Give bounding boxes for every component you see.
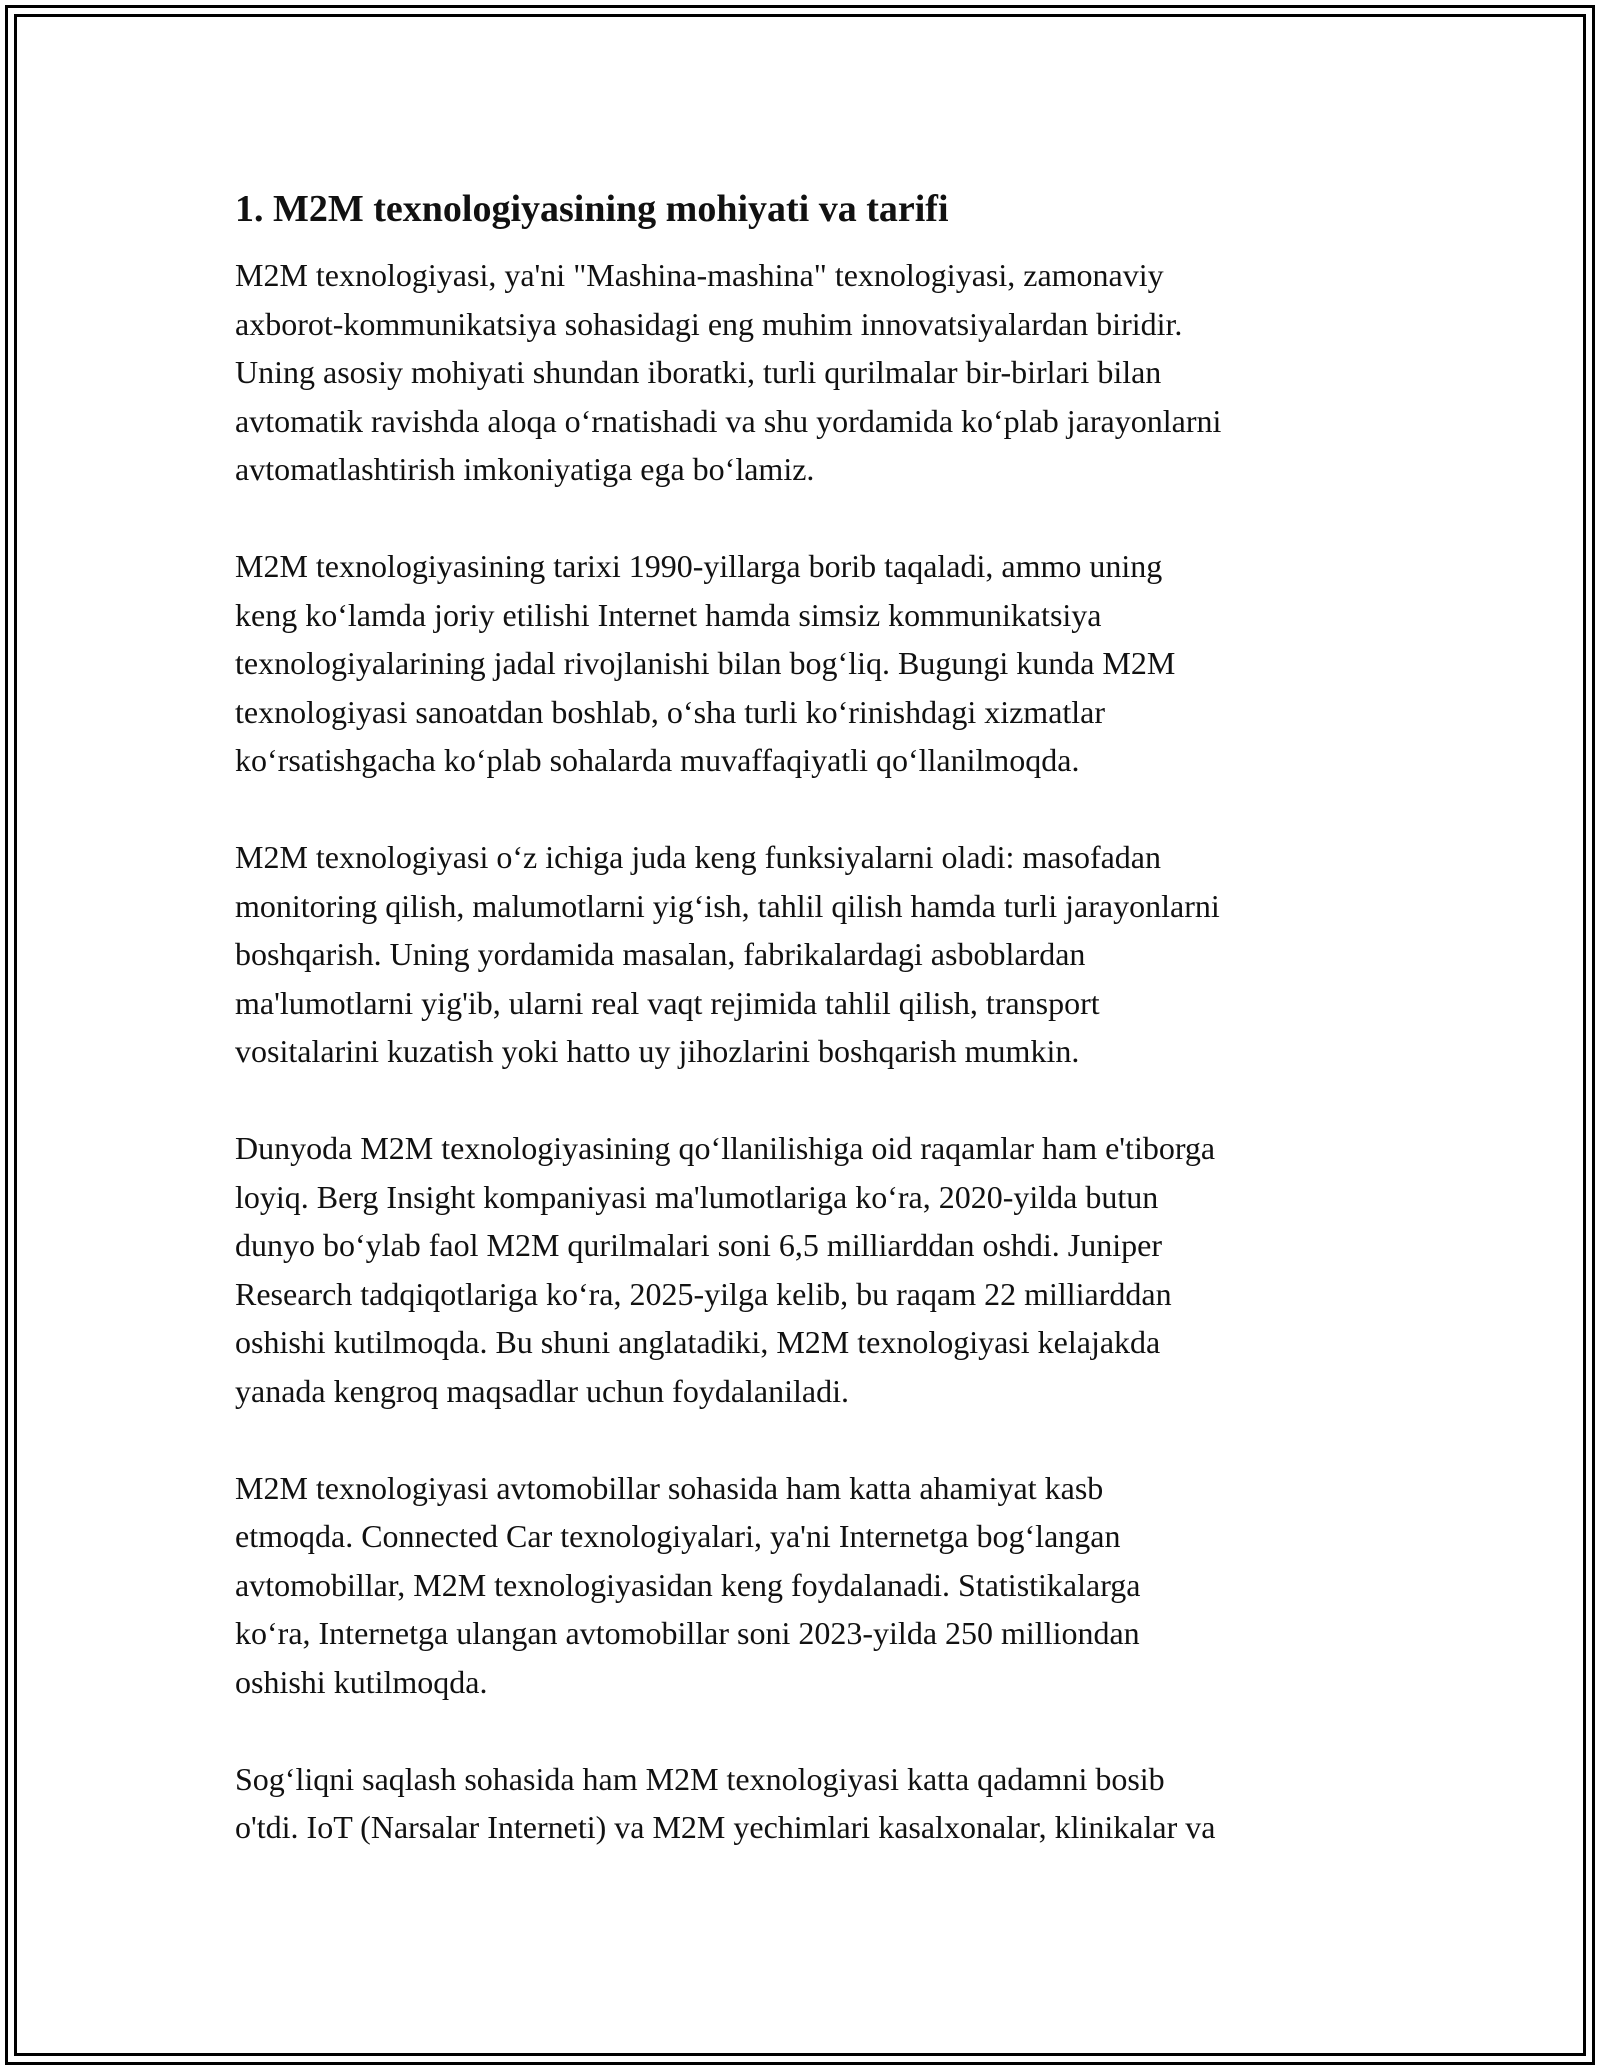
text-line: o'tdi. IoT (Narsalar Interneti) va M2M yechimlari kasalxonalar, klinikalar va xyxy=(235,1809,1216,1845)
text-line: M2M texnologiyasining tarixi 1990-yillarga borib taqaladi, ammo uning xyxy=(235,548,1163,584)
text-line: Uning asosiy mohiyati shundan iboratki, turli qurilmalar bir-birlari bilan xyxy=(235,354,1162,390)
text-line: yanada kengroq maqsadlar uchun foydalaniladi. xyxy=(235,1372,849,1409)
text-line: ko‘rsatishgacha ko‘plab sohalarda muvaffaqiyatli qo‘llanilmoqda. xyxy=(235,742,1080,778)
paragraph-3 xyxy=(235,833,1385,1076)
text-line: avtomatik ravishda aloqa o‘rnatishadi va shu yordamida ko‘plab jarayonlarni xyxy=(235,402,1222,439)
text-line: etmoqda. Connected Car texnologiyalari, ya'ni Internetga bog‘langan xyxy=(235,1518,1121,1554)
text-line: Sog‘liqni saqlash sohasida ham M2M texnologiyasi katta qadamni bosib xyxy=(235,1760,1165,1797)
text-line: M2M texnologiyasi, ya'ni "Mashina-mashina" texnologiyasi, zamonaviy xyxy=(235,257,1164,293)
paragraph-5 xyxy=(235,1464,1385,1707)
text-line: avtomatlashtirish imkoniyatiga ega bo‘lamiz. xyxy=(235,451,815,487)
paragraph-1 xyxy=(235,251,1385,494)
section-heading: 1. M2M texnologiyasining mohiyati va tarifi xyxy=(235,188,949,230)
text-line: Research tadqiqotlariga ko‘ra, 2025-yilga kelib, bu raqam 22 milliarddan xyxy=(235,1275,1172,1312)
text-line: keng ko‘lamda joriy etilishi Internet hamda simsiz kommunikatsiya xyxy=(235,596,1102,633)
text-line: ko‘ra, Internetga ulangan avtomobillar soni 2023-yilda 250 milliondan xyxy=(235,1615,1140,1651)
paragraph-6 xyxy=(235,1755,1385,1852)
text-line: boshqarish. Uning yordamida masalan, fabrikalardagi asboblardan xyxy=(235,936,1086,972)
text-line: texnologiyasi sanoatdan boshlab, o‘sha turli ko‘rinishdagi xizmatlar xyxy=(235,693,1106,730)
text-line: ma'lumotlarni yig'ib, ularni real vaqt rejimida tahlil qilish, transport xyxy=(235,984,1100,1021)
text-line: vositalarini kuzatish yoki hatto uy jihozlarini boshqarish mumkin. xyxy=(235,1033,1080,1069)
text-line: texnologiyalarining jadal rivojlanishi bilan bog‘liq. Bugungi kunda M2M xyxy=(235,645,1176,681)
text-line: avtomobillar, M2M texnologiyasidan keng foydalanadi. Statistikalarga xyxy=(235,1566,1141,1603)
text-line: monitoring qilish, malumotlarni yig‘ish, tahlil qilish hamda turli jarayonlarni xyxy=(235,887,1220,924)
paragraph-4 xyxy=(235,1124,1385,1415)
text-line: dunyo bo‘ylab faol M2M qurilmalari soni 6,5 milliarddan oshdi. Juniper xyxy=(235,1227,1162,1263)
text-line: loyiq. Berg Insight kompaniyasi ma'lumotlariga ko‘ra, 2020-yilda butun xyxy=(235,1178,1159,1215)
text-line: Dunyoda M2M texnologiyasining qo‘llanilishiga oid raqamlar ham e'tiborga xyxy=(235,1130,1216,1166)
text-line: oshishi kutilmoqda. Bu shuni anglatadiki, M2M texnologiyasi kelajakda xyxy=(235,1324,1161,1360)
document-body xyxy=(235,185,1385,1900)
text-line: axborot-kommunikatsiya sohasidagi eng muhim innovatsiyalardan biridir. xyxy=(235,305,1183,342)
text-line: M2M texnologiyasi o‘z ichiga juda keng funksiyalarni oladi: masofadan xyxy=(235,839,1161,875)
text-line: M2M texnologiyasi avtomobillar sohasida ham katta ahamiyat kasb xyxy=(235,1469,1104,1506)
paragraph-2 xyxy=(235,542,1385,785)
text-line: oshishi kutilmoqda. xyxy=(235,1663,488,1700)
